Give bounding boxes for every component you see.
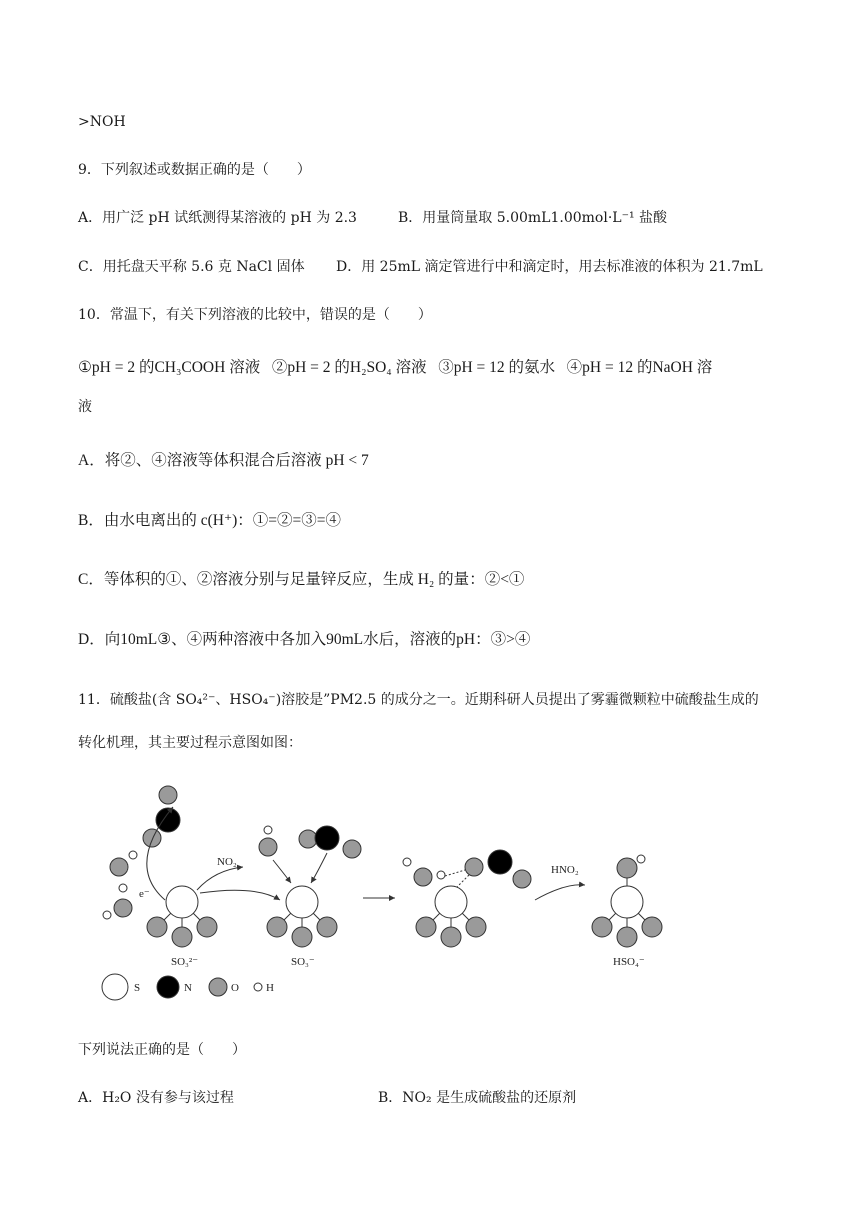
sulfur-atom [166,886,198,918]
question-9: 9．下列叙述或数据正确的是（ ） [78,162,311,178]
q10-solutions [78,358,712,378]
q10-option-c: C．等体积的①、②溶液分别与足量锌反应，生成 H₂ 的量：②<① [78,571,525,588]
question-11: 11．硫酸盐(含 SO₄²⁻、HSO₄⁻)溶胶是”PM2.5 的成分之一。近期科研人员提出了雾霾微颗粒中硫酸盐生成的 [78,692,759,708]
q10-option-d: D．向10mL③、④两种溶液中各加入90mL水后，溶液的pH：③>④ [78,631,531,648]
legend-label-s: S [134,982,141,994]
legend-sulfur-icon [102,974,128,1000]
label-no2: NO₂ [217,856,237,868]
legend-nitrogen-icon [157,976,179,998]
line-noh: >NOH [78,114,126,130]
q9-option-a: A．用广泛 pH 试纸测得某溶液的 pH 为 2.3 [78,210,357,226]
q10-solution-1: ①pH = 2 的 [78,359,155,376]
oxygen-atom [159,786,177,804]
q10-solution-3: ③pH = 12 的氨水 [438,359,556,376]
q10-option-b: B．由水电离出的 c(H⁺)：①=②=③=④ [78,512,342,529]
oxygen-atom [617,927,637,947]
oxygen-atom [114,899,132,917]
legend-label-n: N [184,982,192,994]
label-hso4-minus: HSO₄⁻ [613,956,645,968]
sulfur-atom [435,886,467,918]
oxygen-atom [267,917,287,937]
q10-solution-2-formula: H₂SO₄ 溶液 [349,359,427,376]
question-11-ask: 下列说法正确的是（ ） [78,1042,246,1058]
q11-option-a: A．H₂O 没有参与该过程 [78,1090,234,1106]
question-10: 10．常温下，有关下列溶液的比较中，错误的是（ ） [78,307,432,323]
legend-label-o: O [231,982,239,994]
oxygen-atom [466,917,486,937]
oxygen-atom [414,868,432,886]
sulfur-atom [611,886,643,918]
hydrogen-atom [119,884,127,892]
nitrogen-atom [156,808,180,832]
q10-solution-4-formula: NaOH 溶 [652,359,713,376]
oxygen-atom [343,840,361,858]
oxygen-atom [147,917,167,937]
oxygen-atom [465,858,483,876]
hydrogen-atom [637,855,645,863]
oxygen-atom [110,858,128,876]
sulfur-atom [286,886,318,918]
oxygen-atom [197,917,217,937]
q10-solution-2: ②pH = 2 的 [271,359,350,376]
oxygen-atom [592,917,612,937]
label-so3-2minus: SO₃²⁻ [171,956,199,968]
q9-option-c: C．用托盘天平称 5.6 克 NaCl 固体 [78,259,305,275]
oxygen-atom [317,917,337,937]
hydrogen-atom [103,911,111,919]
q9-option-d: D．用 25mL 滴定管进行中和滴定时，用去标准液的体积为 21.7mL [336,259,763,275]
hydrogen-atom [129,851,137,859]
label-hno2: HNO₂ [551,864,579,876]
q10-solutions-tail: 液 [78,399,92,415]
oxygen-atom [642,917,662,937]
oxygen-atom [172,927,192,947]
label-e-minus: e⁻ [139,888,150,900]
oxygen-atom [416,917,436,937]
nitrogen-atom [488,850,512,874]
oxygen-atom [259,838,277,856]
q10-option-a: A．将②、④溶液等体积混合后溶液 pH < 7 [78,452,369,469]
oxygen-atom [513,870,531,888]
question-11-cont: 转化机理，其主要过程示意图如图： [78,735,302,751]
q10-solution-4: ④pH = 12 的 [566,359,653,376]
label-so3-minus: SO₃⁻ [291,956,315,968]
legend-hydrogen-icon [254,983,262,991]
nitrogen-atom [315,826,339,850]
legend-label-h: H [266,982,274,994]
oxygen-atom [617,858,637,878]
oxygen-atom [441,927,461,947]
q11-option-b: B．NO₂ 是生成硫酸盐的还原剂 [378,1090,577,1106]
hydrogen-atom [437,871,445,879]
hydrogen-atom [264,826,272,834]
q9-option-b: B．用量筒量取 5.00mL1.00mol·L⁻¹ 盐酸 [398,210,668,226]
sulfate-mechanism-diagram [95,775,795,1010]
oxygen-atom [143,829,161,847]
legend-oxygen-icon [209,978,227,996]
oxygen-atom [299,830,317,848]
q10-solution-1-formula: CH₃COOH 溶液 [154,359,261,376]
oxygen-atom [292,927,312,947]
hydrogen-atom [403,858,411,866]
